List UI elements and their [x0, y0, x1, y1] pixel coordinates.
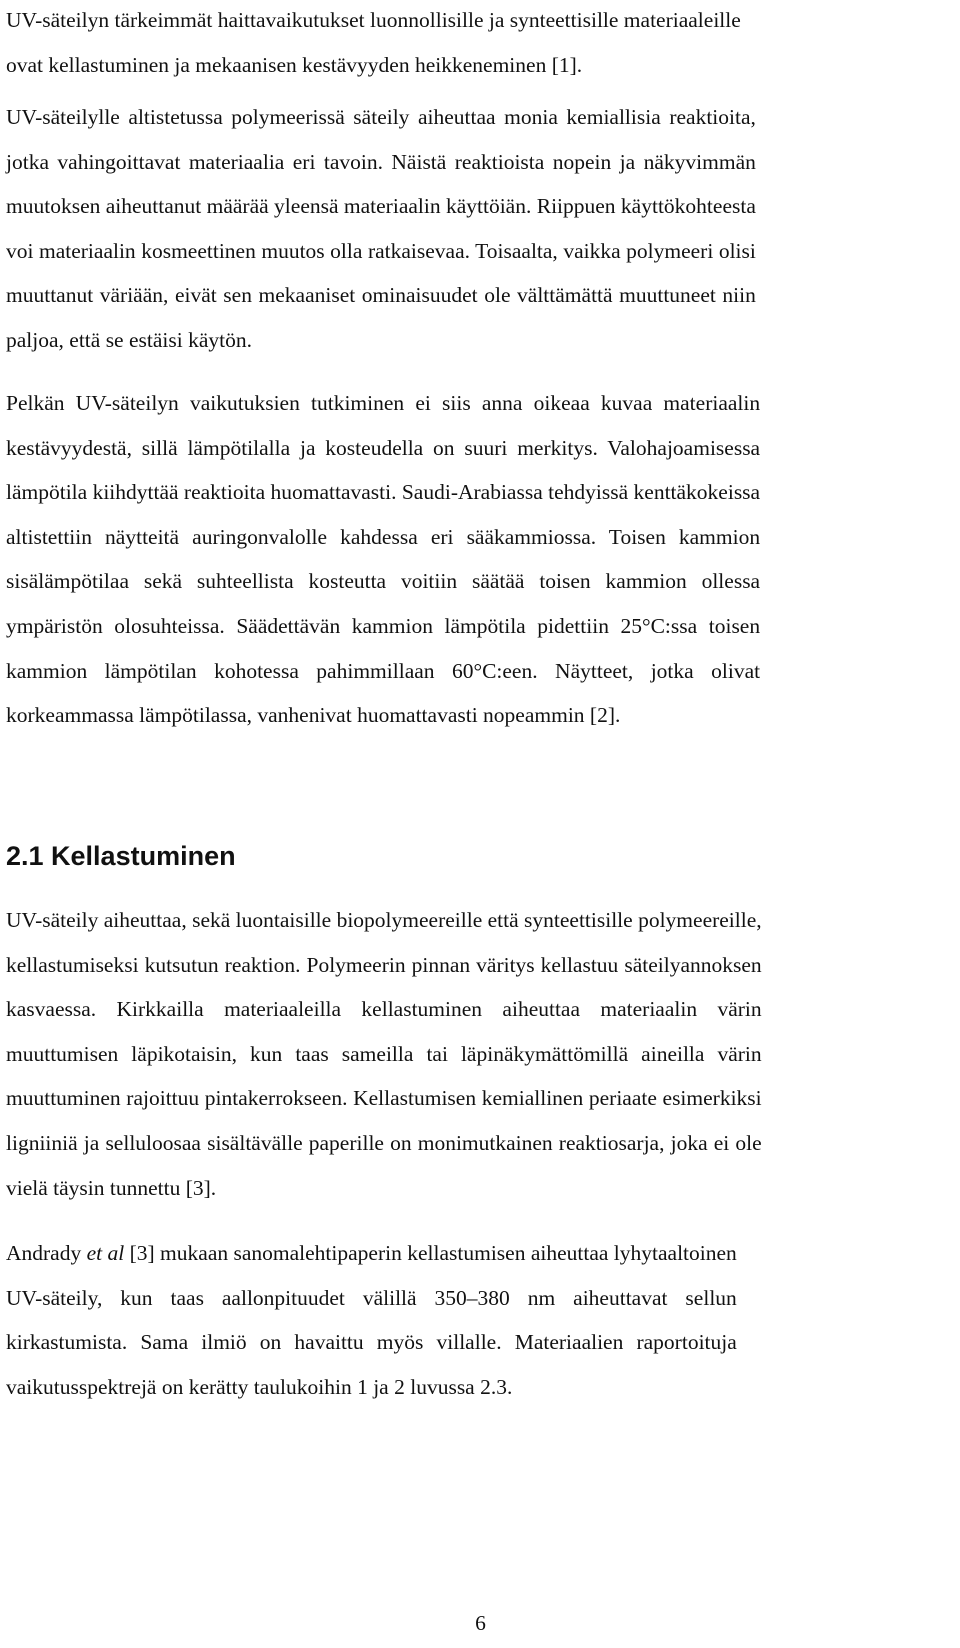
- paragraph-line: paljoa, että se estäisi käytön.: [6, 327, 252, 352]
- paragraph-line: vaikutusspektrejä on kerätty taulukoihin 1 ja 2 luvussa 2.3.: [6, 1374, 513, 1399]
- paragraph-line: ligniiniä ja selluloosaa sisältävälle paperille on monimutkainen reaktiosarja, joka ei ole: [6, 1130, 762, 1155]
- paragraph-line: korkeammassa lämpötilassa, vanhenivat huomattavasti nopeammin [2].: [6, 703, 621, 728]
- paragraph-uv-polymer-reactions: [6, 95, 756, 363]
- citation-et-al: et al: [86, 1241, 125, 1265]
- intro-paragraph: [6, 0, 741, 87]
- paragraph-line: ovat kellastuminen ja mekaanisen kestävyyden heikkeneminen [1].: [6, 52, 583, 77]
- page-number: 6: [475, 1611, 486, 1635]
- paragraph-line: UV-säteilyn tärkeimmät haittavaikutukset luonnollisille ja synteettisille materiaaleille: [6, 8, 741, 32]
- paragraph-line: lämpötila kiihdyttää reaktioita huomattavasti. Saudi-Arabiassa tehdyissä kenttäkokeissa: [6, 480, 761, 505]
- paragraph-line: jotka vahingoittavat materiaalia eri tavoin. Näistä reaktioista nopein ja näkyvimmän: [6, 149, 756, 174]
- paragraph-line: kirkastumista. Sama ilmiö on havaittu myös villalle. Materiaalien raportoituja: [6, 1330, 737, 1355]
- paragraph-line: kellastumiseksi kutsutun reaktion. Polymeerin pinnan väritys kellastuu säteilyannoksen: [6, 952, 762, 977]
- paragraph-line: UV-säteily aiheuttaa, sekä luontaisille biopolymeereille että synteettisille polymeereille,: [6, 908, 762, 932]
- paragraph-text: [3] mukaan sanomalehtipaperin kellastumisen aiheuttaa lyhytaaltoinen: [124, 1241, 737, 1265]
- citation-author: Andrady: [6, 1241, 87, 1265]
- paragraph-line: muuttanut väriään, eivät sen mekaaniset ominaisuudet ole välttämättä muuttuneet niin: [6, 283, 756, 308]
- paragraph-temperature-humidity: [6, 381, 760, 738]
- paragraph-line: sisälämpötilaa sekä suhteellista kosteutta voitiin säätää toisen kammion ollessa: [6, 569, 761, 594]
- paragraph-line: Pelkän UV-säteilyn vaikutuksien tutkiminen ei siis anna oikeaa kuvaa materiaalin: [6, 391, 761, 415]
- section-heading: 2.1 Kellastuminen: [6, 841, 236, 871]
- paragraph-line: vielä täysin tunnettu [3].: [6, 1175, 217, 1200]
- paragraph-line: ympäristön olosuhteissa. Säädettävän kammion lämpötila pidettiin 25°C:ssa toisen: [6, 613, 761, 638]
- paragraph-yellowing: [6, 898, 762, 1210]
- paragraph-andrady: [6, 1231, 737, 1409]
- paragraph-line: muutoksen aiheuttanut määrää yleensä materiaalin käyttöiän. Riippuen käyttökohteesta: [6, 194, 756, 219]
- paragraph-line: kasvaessa. Kirkkailla materiaaleilla kellastuminen aiheuttaa materiaalin värin: [6, 997, 762, 1022]
- paragraph-line: kammion lämpötilan kohotessa pahimmillaan 60°C:een. Näytteet, jotka olivat: [6, 658, 761, 683]
- paragraph-line: altistettiin näytteitä auringonvalolle kahdessa eri sääkammiossa. Toisen kammion: [6, 524, 761, 549]
- paragraph-line: kestävyydestä, sillä lämpötilalla ja kosteudella on suuri merkitys. Valohajoamisessa: [6, 435, 761, 460]
- paragraph-line: voi materiaalin kosmeettinen muutos olla ratkaisevaa. Toisaalta, vaikka polymeeri olisi: [6, 238, 756, 263]
- paragraph-line: UV-säteily, kun taas aallonpituudet välillä 350–380 nm aiheuttavat sellun: [6, 1285, 737, 1310]
- paragraph-line: muuttuminen rajoittuu pintakerrokseen. Kellastumisen kemiallinen periaate esimerkiksi: [6, 1086, 762, 1111]
- paragraph-line: [6, 1231, 737, 1276]
- paragraph-line: UV-säteilylle altistetussa polymeerissä säteily aiheuttaa monia kemiallisia reaktioita,: [6, 105, 756, 129]
- paragraph-line: muuttumisen läpikotaisin, kun taas sameilla tai läpinäkymättömillä aineilla värin: [6, 1041, 762, 1066]
